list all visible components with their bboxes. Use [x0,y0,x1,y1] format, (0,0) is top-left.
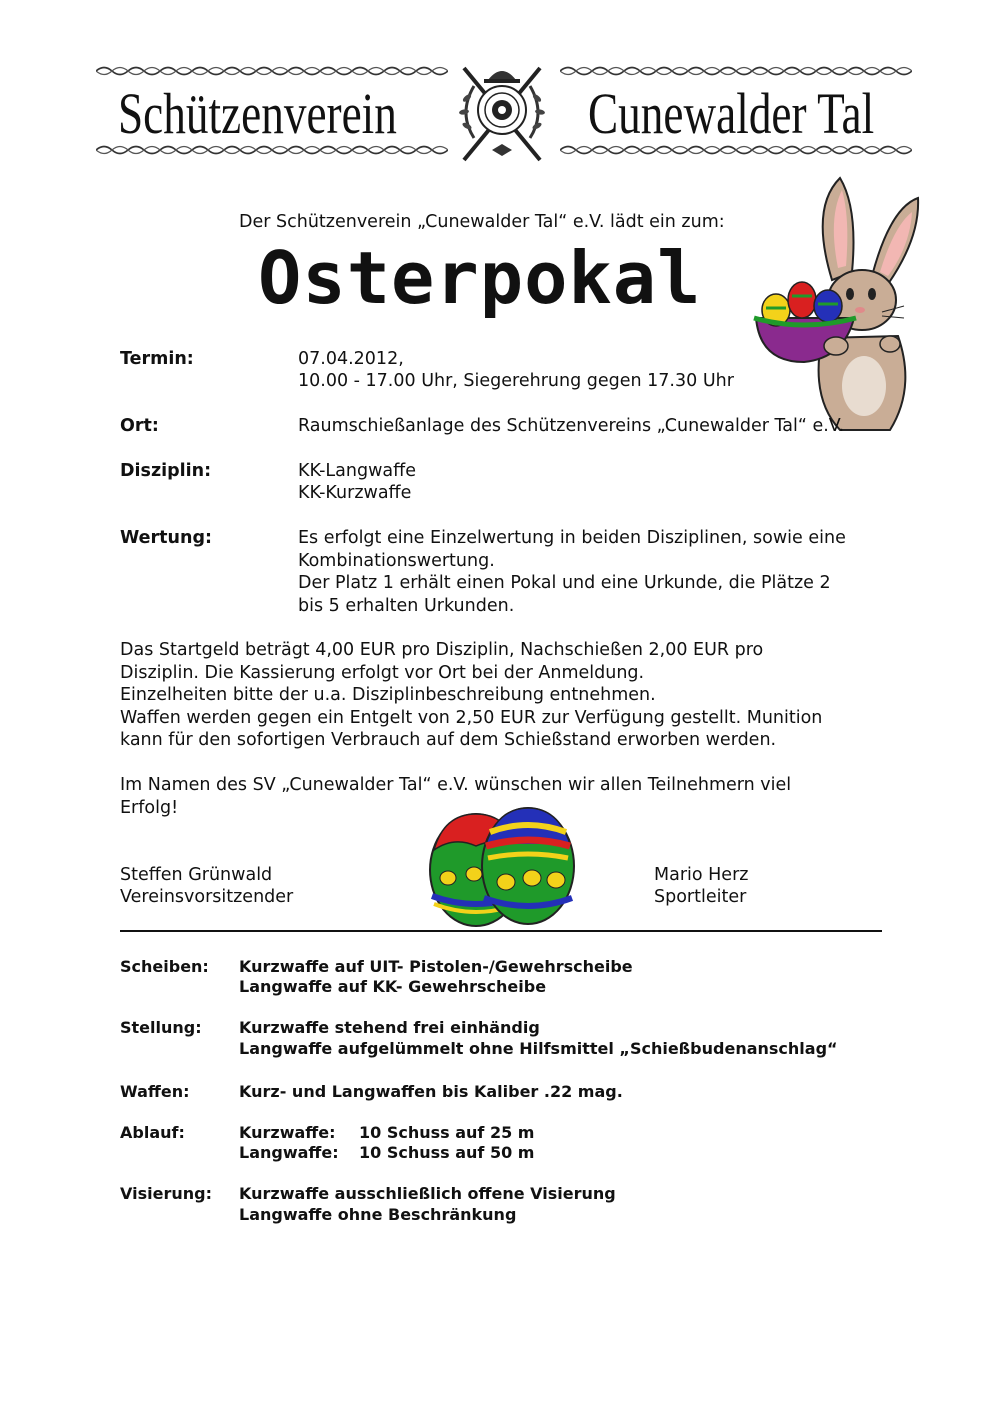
vine-ornament-icon [560,64,912,78]
disziplin-langwaffe: KK-Langwaffe [298,461,416,481]
easter-eggs-icon [424,800,580,928]
wish-line-1: Im Namen des SV „Cunewalder Tal“ e.V. wünschen wir allen Teilnehmern viel [120,775,792,795]
info-line-2: Disziplin. Die Kassierung erfolgt vor Ort bei der Anmeldung. [120,662,645,683]
scheiben-line-2: Langwaffe auf KK- Gewehrscheibe [239,977,547,996]
ablauf-label: Ablauf: [120,1123,185,1142]
wertung-label: Wertung: [120,528,212,548]
invitation-intro: Der Schützenverein „Cunewalder Tal“ e.V. lädt ein zum: [239,212,725,232]
scheiben-line-1: Kurzwaffe auf UIT- Pistolen-/Gewehrscheibe [239,957,633,976]
club-name-left: Schützenverein [118,81,397,146]
waffen-label: Waffen: [120,1082,190,1101]
vine-ornament-icon [96,64,448,78]
section-divider [120,930,882,932]
scheiben-label: Scheiben: [120,957,209,976]
wertung-line-2: Kombinationswertung. [298,551,495,571]
info-line-3: Einzelheiten bitte der u.a. Disziplinbeschreibung entnehmen. [120,685,656,705]
info-line-4: Waffen werden gegen ein Entgelt von 2,50 EUR zur Verfügung gestellt. Munition [120,707,823,728]
ablauf-kurzwaffe-value: 10 Schuss auf 25 m [359,1123,535,1142]
signature-left-role: Vereinsvorsitzender [120,887,294,907]
termin-date: 07.04.2012, [298,349,404,369]
ablauf-langwaffe-value: 10 Schuss auf 50 m [359,1143,535,1162]
termin-label: Termin: [120,349,194,369]
visierung-label: Visierung: [120,1184,212,1203]
signature-right-name: Mario Herz [654,865,749,885]
signature-right-role: Sportleiter [654,887,747,907]
easter-bunny-icon [740,168,922,436]
visierung-line-2: Langwaffe ohne Beschränkung [239,1205,517,1224]
disziplin-kurzwaffe: KK-Kurzwaffe [298,483,412,503]
info-paragraph [120,639,880,752]
termin-time: 10.00 - 17.00 Uhr, Siegerehrung gegen 17.30 Uhr [298,371,734,391]
visierung-line-1: Kurzwaffe ausschließlich offene Visierung [239,1184,616,1203]
ablauf-kurzwaffe [239,1123,534,1144]
info-line-5: kann für den sofortigen Verbrauch auf dem Schießstand erworben werden. [120,730,777,750]
stellung-line-2: Langwaffe aufgelümmelt ohne Hilfsmittel „Schießbudenanschlag“ [239,1039,838,1058]
wertung-line-1: Es erfolgt eine Einzelwertung in beiden Disziplinen, sowie eine [298,528,846,548]
info-line-1: Das Startgeld beträgt 4,00 EUR pro Disziplin, Nachschießen 2,00 EUR pro [120,640,764,660]
club-name-right: Cunewalder Tal [588,81,875,146]
stellung-label: Stellung: [120,1018,202,1037]
ort-value: Raumschießanlage des Schützenvereins „Cunewalder Tal“ e.V. [298,416,845,436]
wish-line-2: Erfolg! [120,797,179,818]
wertung-line-3: Der Platz 1 erhält einen Pokal und eine Urkunde, die Plätze 2 [298,573,831,593]
waffen-line-1: Kurz- und Langwaffen bis Kaliber .22 mag. [239,1082,623,1101]
ablauf-kurzwaffe-label: Kurzwaffe: [239,1123,336,1142]
ablauf-langwaffe-label: Langwaffe: [239,1143,339,1162]
stellung-line-1: Kurzwaffe stehend frei einhändig [239,1018,540,1037]
ort-label: Ort: [120,416,159,436]
disziplin-label: Disziplin: [120,461,212,481]
club-emblem-icon [452,58,552,166]
signature-left-name: Steffen Grünwald [120,865,273,885]
wertung-line-4: bis 5 erhalten Urkunden. [298,596,515,616]
ablauf-langwaffe [239,1143,534,1164]
event-title: Osterpokal [258,236,702,320]
